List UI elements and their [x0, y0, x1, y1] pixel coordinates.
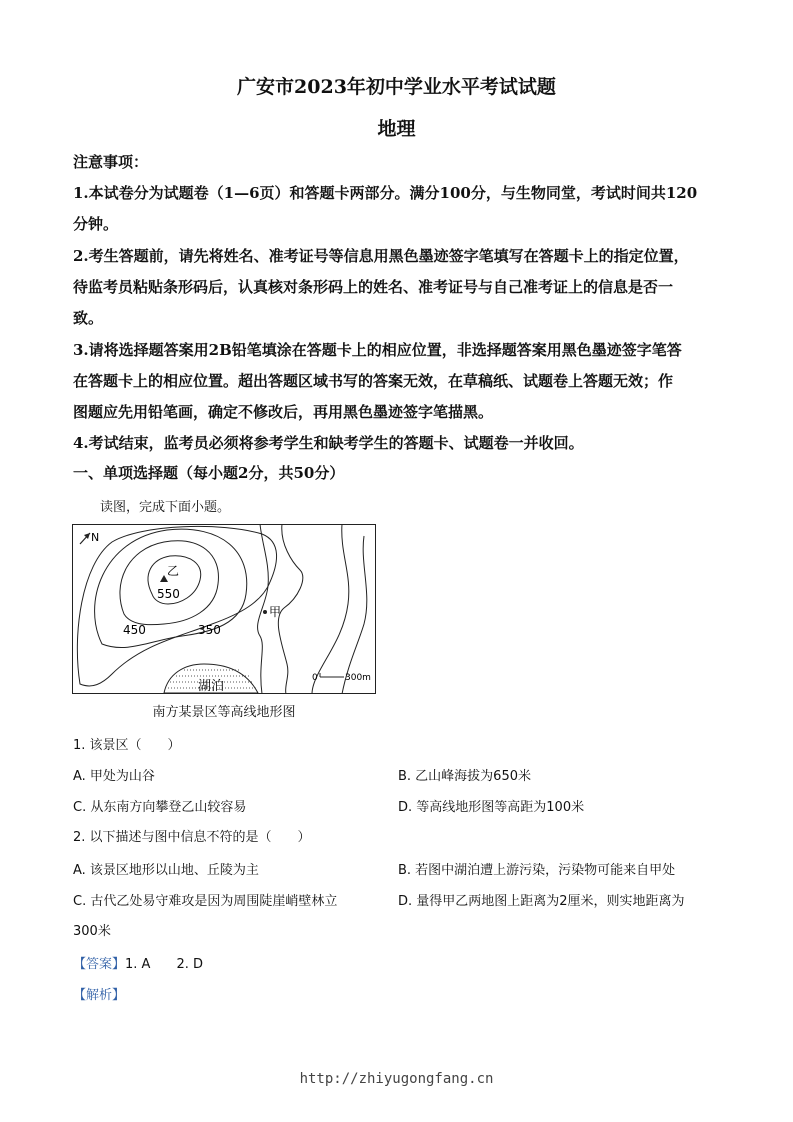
subject-title: 地理 — [377, 118, 416, 140]
q2-stem: 2. 以下描述与图中信息不符的是（ ） — [73, 830, 311, 845]
q2-option-a: A. 该景区地形以山地、丘陵为主 — [73, 863, 259, 878]
notes-line: 2.考生答题前，请先将姓名、准考证号等信息用黑色墨迹签字笔填写在答题卡上的指定位置， — [73, 247, 689, 265]
contour-label: 350 — [198, 623, 221, 637]
answer-text: 1. A 2. D — [125, 957, 203, 972]
q1-stem: 1. 该景区（ ） — [73, 738, 181, 753]
map-caption: 南方某景区等高线地形图 — [152, 705, 296, 720]
contour-label: 450 — [123, 623, 146, 637]
notes-line: 待监考员粘贴条形码后，认真核对条形码上的姓名、准考证号与自己准考证上的信息是否一 — [73, 278, 674, 296]
answer-tag: 【答案】 — [73, 957, 126, 972]
scale-end: 300m — [345, 673, 371, 683]
q2-option-c: C. 古代乙处易守难攻是因为周围陡崖峭壁林立 — [73, 894, 338, 909]
analysis-tag: 【解析】 — [73, 988, 126, 1003]
answer-line — [73, 953, 203, 972]
notes-line: 图题应先用铅笔画，确定不修改后，再用黑色墨迹签字笔描黑。 — [73, 403, 494, 421]
notes-heading: 注意事项： — [73, 153, 149, 171]
footer-url[interactable]: http://zhiyugongfang.cn — [299, 1071, 494, 1087]
exam-title: 广安市2023年初中学业水平考试试题 — [237, 76, 556, 98]
q2-option-d: D. 量得甲乙两地图上距离为2厘米，则实地距离为 — [398, 894, 685, 909]
point-marker-icon — [263, 610, 267, 614]
q1-option-d: D. 等高线地形图等高距为100米 — [398, 800, 585, 815]
contour-label: 550 — [157, 587, 180, 601]
notes-line: 4.考试结束，监考员必须将参考学生和缺考学生的答题卡、试题卷一并收回。 — [73, 434, 584, 452]
peak-label: 乙 — [167, 564, 180, 578]
point-label: 甲 — [269, 605, 282, 619]
scale-start: 0 — [312, 673, 318, 683]
notes-line: 3.请将选择题答案用2B铅笔填涂在答题卡上的相应位置，非选择题答案用黑色墨迹签字笔答 — [73, 341, 682, 359]
section-heading: 一、单项选择题（每小题2分，共50分） — [73, 464, 345, 482]
lake-label: 湖泊 — [198, 679, 225, 694]
q1-option-a: A. 甲处为山谷 — [73, 769, 155, 784]
q1-option-c: C. 从东南方向攀登乙山较容易 — [73, 800, 247, 815]
intro-text: 读图，完成下面小题。 — [100, 500, 231, 515]
q1-option-b: B. 乙山峰海拔为650米 — [398, 769, 531, 784]
notes-line: 1.本试卷分为试题卷（1—6页）和答题卡两部分。满分100分，与生物同堂，考试时间共120 — [73, 184, 698, 202]
notes-line: 分钟。 — [73, 215, 119, 233]
north-label: N — [91, 531, 100, 544]
notes-line: 致。 — [73, 309, 104, 327]
contour-map — [72, 524, 376, 694]
notes-line: 在答题卡上的相应位置。超出答题区域书写的答案无效，在草稿纸、试题卷上答题无效；作 — [73, 372, 674, 390]
q2-option-d-continued: 300米 — [73, 924, 111, 939]
q2-option-b: B. 若图中湖泊遭上游污染，污染物可能来自甲处 — [398, 863, 676, 878]
